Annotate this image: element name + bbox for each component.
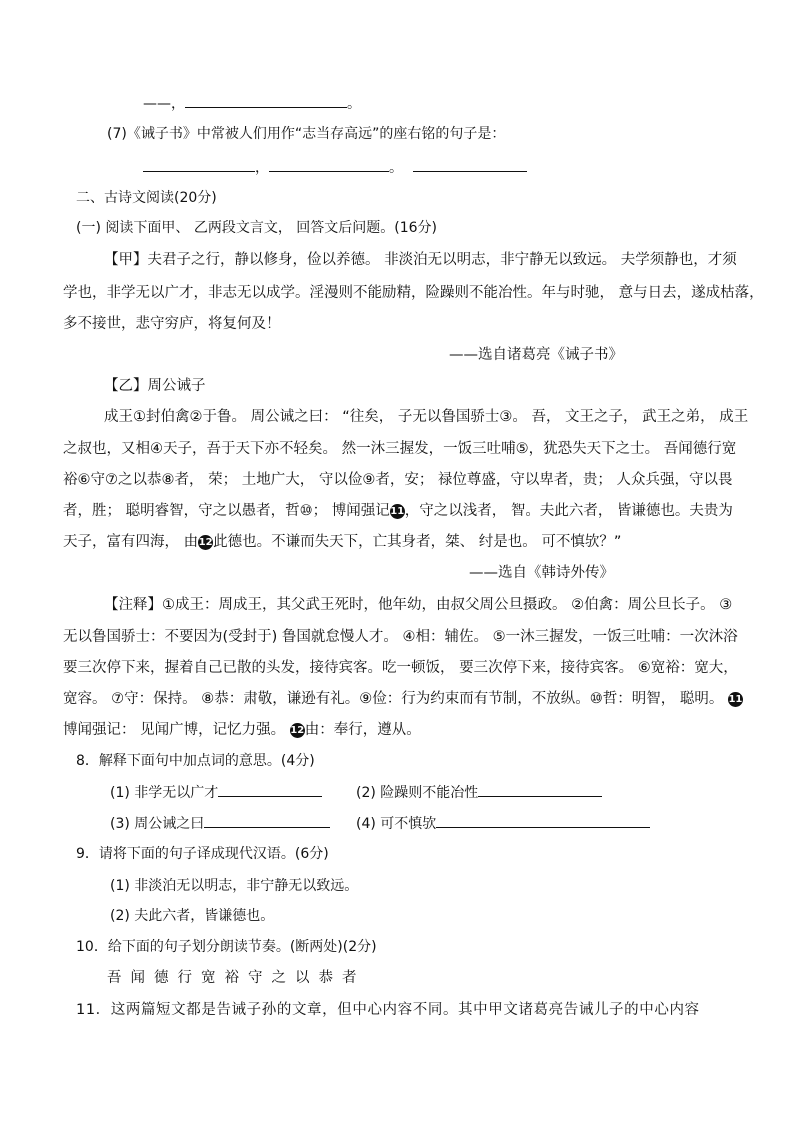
notes-text: 由：奉行，遵从。 xyxy=(304,722,421,738)
q8-item-text: (1) 非学无以广才 xyxy=(110,785,219,801)
passage-yi-line: 成王①封伯禽②于鲁。 周公诫之曰： “往矣， 子无以鲁国骄士③。 吾， 文王之子， 武王之弟， 成王 xyxy=(104,409,749,425)
answer-blank[interactable] xyxy=(218,782,322,797)
notes-line xyxy=(63,689,743,709)
notes-text: 博闻强记： 见闻广博，记忆力强。 xyxy=(63,722,286,738)
q8-item-text: (4) 可不慎欤 xyxy=(356,816,437,832)
answer-blank[interactable] xyxy=(478,782,602,797)
passage-yi-source: ——选自《韩诗外传》 xyxy=(469,565,614,581)
notes-line xyxy=(63,720,421,740)
q7-sep1: ， xyxy=(255,160,269,176)
q7-label: (7)《诫子书》中常被人们用作“志当存高远”的座右铭的句子是： xyxy=(107,126,506,142)
q8-item-text: (3) 周公诫之曰 xyxy=(110,816,205,832)
passage-jia-line: 【甲】夫君子之行，静以修身，俭以养德。 非淡泊无以明志，非宁静无以致远。 夫学须静也，才须 xyxy=(104,252,737,268)
passage-yi-line xyxy=(63,501,733,521)
footnote-12-marker: 12 xyxy=(290,725,305,736)
notes-line: 【注释】①成王：周成王，其父武王死时，他年幼，由叔父周公旦摄政。 ②伯禽：周公旦长子。 ③ xyxy=(104,597,733,613)
notes-line: 要三次停下来，握着自己已散的头发，接待宾客。吃一顿饭， 要三次停下来，接待宾客。 ⑥宽裕：宽大， xyxy=(63,660,738,676)
q9-title: 9．请将下面的句子译成现代汉语。(6分) xyxy=(76,846,329,862)
passage-yi-line: 裕⑥守⑦之以恭⑧者， 荣； 土地广大， 守以俭⑨者，安； 禄位尊盛，守以卑者，贵； 人众兵强，守以畏 xyxy=(63,472,733,488)
footnote-11-marker: 11 xyxy=(728,694,743,705)
q10-title: 10．给下面的句子划分朗读节奏。(断两处)(2分) xyxy=(76,939,377,955)
q8-item-3 xyxy=(110,813,330,834)
passage-yi-text: 者，胜； 聪明睿智，守之以愚者，哲⑩； 博闻强记 xyxy=(63,503,390,519)
answer-blank[interactable] xyxy=(143,157,255,172)
answer-blank[interactable] xyxy=(204,813,330,828)
answer-blank[interactable] xyxy=(269,157,389,172)
q7-continuation-line xyxy=(143,93,361,114)
footnote-11-marker: 11 xyxy=(390,506,405,517)
answer-blank[interactable] xyxy=(436,813,650,828)
section-title: 二、古诗文阅读(20分) xyxy=(76,190,217,206)
passage-jia-line: 学也，非学无以广才，非志无以成学。淫漫则不能励精，险躁则不能冶性。年与时驰， 意与日去，遂成枯落， xyxy=(63,285,764,301)
q8-title: 8．解释下面句中加点词的意思。(4分) xyxy=(76,753,315,769)
passage-jia-source: ——选自诸葛亮《诫子书》 xyxy=(449,347,623,363)
answer-blank[interactable] xyxy=(413,157,527,172)
notes-text: 宽容。 ⑦守：保持。 ⑧恭：肃敬，谦逊有礼。⑨俭：行为约束而有节制，不放纵。⑩哲：明智， 聪明。 xyxy=(63,691,724,707)
passage-yi-line xyxy=(63,532,621,552)
passage-yi-text: 此德也。不谦而失天下，亡其身者，桀、 纣是也。 可不慎欤？” xyxy=(213,534,622,550)
q11-text: 11．这两篇短文都是告诫子孙的文章，但中心内容不同。其中甲文诸葛亮告诫儿子的中心内容 xyxy=(76,1002,700,1018)
passage-yi-text: 天子，富有四海， 由 xyxy=(63,534,199,550)
q8-item-4 xyxy=(356,813,650,834)
passage-yi-line: 之叔也，又相④天子，吾于天下亦不轻矣。 然一沐三握发，一饭三吐哺⑤，犹恐失天下之士。 吾闻德行宽 xyxy=(63,441,737,457)
passage-yi-title: 【乙】周公诫子 xyxy=(104,378,206,394)
q7-answer-line xyxy=(143,157,527,178)
footnote-12-marker: 12 xyxy=(198,537,213,548)
part-title: (一) 阅读下面甲、 乙两段文言文， 回答文后问题。(16分) xyxy=(76,220,438,236)
q9-item-1: (1) 非淡泊无以明志，非宁静无以致远。 xyxy=(110,878,359,894)
q7-cont-suffix: 。 xyxy=(347,96,361,112)
q8-item-text: (2) 险躁则不能冶性 xyxy=(356,785,479,801)
q10-sentence: 吾闻德行宽裕守之以恭者 xyxy=(107,970,366,986)
q9-item-2: (2) 夫此六者，皆谦德也。 xyxy=(110,908,275,924)
q8-item-2 xyxy=(356,782,602,803)
passage-jia-line: 多不接世，悲守穷庐，将复何及！ xyxy=(63,316,281,332)
q7-sep2: 。 xyxy=(389,160,403,176)
q8-item-1 xyxy=(110,782,322,803)
answer-blank[interactable] xyxy=(185,93,347,108)
q7-cont-prefix: ——， xyxy=(143,96,185,112)
passage-yi-text: ，守之以浅者， 智。夫此六者， 皆谦德也。夫贵为 xyxy=(404,503,733,519)
notes-line: 无以鲁国骄士：不要因为(受封于) 鲁国就怠慢人才。 ④相：辅佐。 ⑤一沐三握发，一饭三吐哺：一次沐浴 xyxy=(63,629,738,645)
